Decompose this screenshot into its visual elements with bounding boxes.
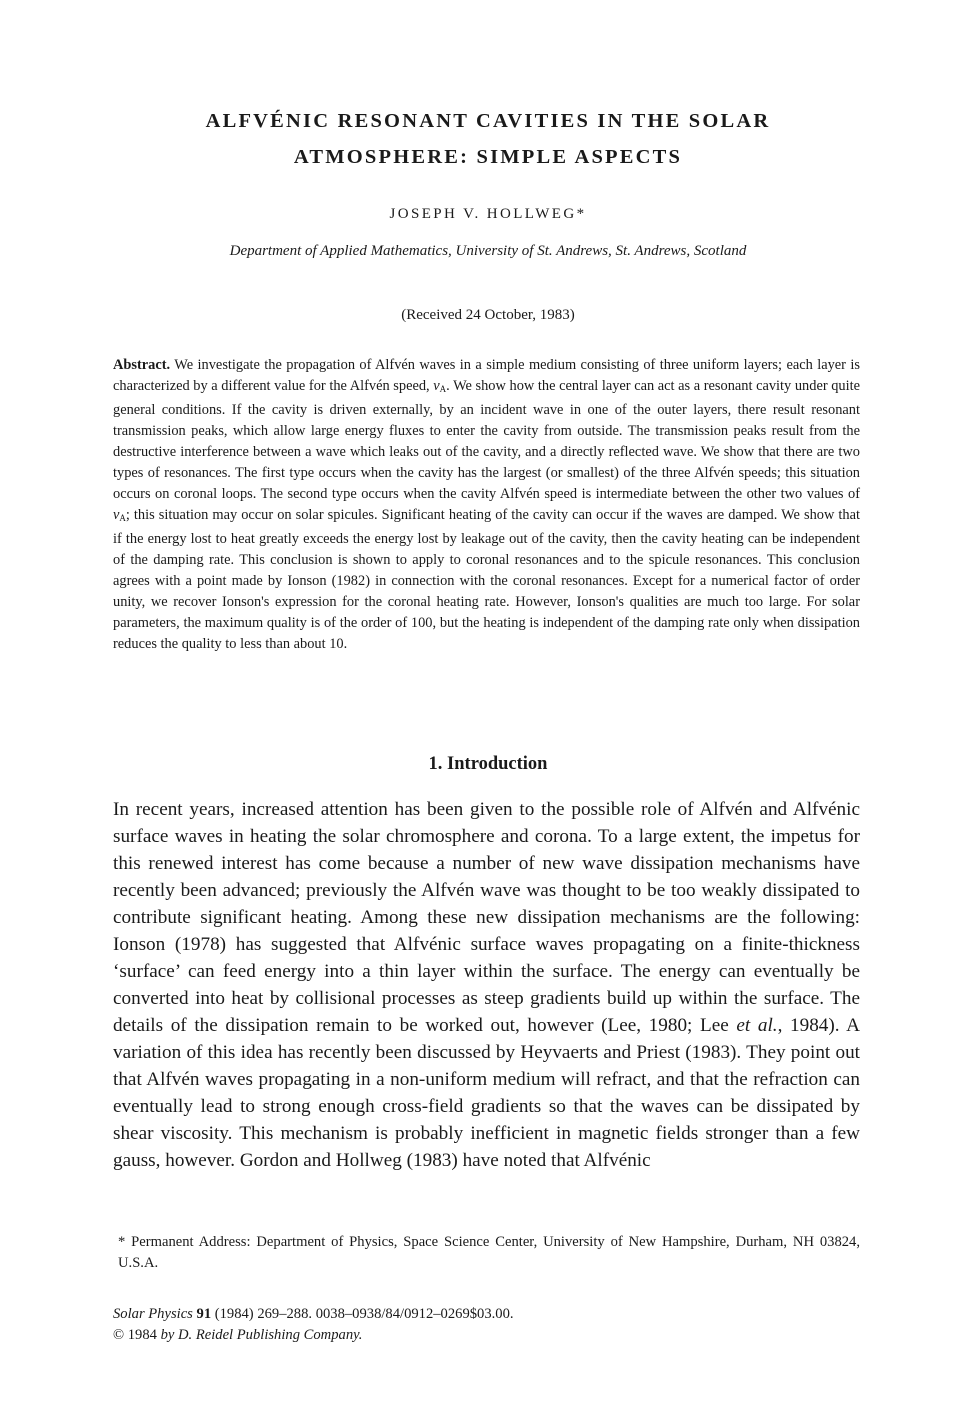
alfven-speed-subscript-2: A xyxy=(119,513,126,523)
intro-paragraph xyxy=(113,796,860,1174)
intro-text-2: , 1984). A variation of this idea has recently been discussed by Heyvaerts and Priest (1983). They point out that Alfvén waves propagating in a non-uniform medium will refract, and that the refraction can eventually lead to strong enough cross-field gradients so that the waves can be dissipated by shear viscosity. This mechanism is probably inefficient in magnetic fields stronger than a few gauss, however. Gordon and Hollweg (1983) have noted that Alfvénic xyxy=(113,1015,860,1171)
author-affiliation: Department of Applied Mathematics, University of St. Andrews, St. Andrews, Scotland xyxy=(229,243,747,259)
title-line-1: ALFVÉNIC RESONANT CAVITIES IN THE SOLAR xyxy=(205,110,771,132)
journal-citation xyxy=(113,1304,860,1346)
footnote: * Permanent Address: Department of Physics, Space Science Center, University of New Hampshire, Durham, NH 03824, U.S.A. xyxy=(118,1234,860,1271)
alfven-speed-symbol: v xyxy=(433,378,440,394)
copyright-symbol: © xyxy=(113,1327,125,1343)
copyright-year: 1984 xyxy=(124,1327,161,1343)
alfven-speed-symbol-2: v xyxy=(113,507,120,523)
abstract-text-1: We investigate the propagation of Alfvén waves in a simple medium consisting of three uniform layers; each layer is characterized by a different value for the Alfvén speed, xyxy=(113,357,860,394)
publisher: by D. Reidel Publishing Company. xyxy=(160,1327,363,1343)
journal-volume: 91 xyxy=(196,1306,212,1322)
citation-details: (1984) 269–288. 0038–0938/84/0912–0269$03.00. xyxy=(211,1306,514,1322)
author-name: JOSEPH V. HOLLWEG* xyxy=(389,206,587,222)
paper-title xyxy=(0,103,976,175)
abstract xyxy=(113,355,860,655)
intro-text-1: In recent years, increased attention has been given to the possible role of Alfvén and Alfvénic surface waves in heating the solar chromosphere and corona. To a large extent, the impetus for this renewed interest has come because a number of new wave dissipation mechanisms have recently been advanced; previously the Alfvén wave was thought to be too weakly dissipated to contribute significant heating. Among these new dissipation mechanisms are the following: Ionson (1978) has suggested that Alfvénic surface waves propagating on a finite-thickness ‘surface’ can feed energy into a thin layer within the surface. The energy can eventually be converted into heat by collisional processes as steep gradients build up within the surface. The details of the dissipation remain to be worked out, however (Lee, 1980; Lee xyxy=(113,799,860,1036)
intro-et-al: et al. xyxy=(736,1015,778,1036)
section-heading: 1. Introduction xyxy=(428,754,548,774)
abstract-text-2: . We show how the central layer can act as a resonant cavity under quite general conditions. If the cavity is driven externally, by an incident wave in one of the outer layers, there result resonant transmission peaks, which allow large energy fluxes to enter the cavity from outside. The transmission peaks result from the destructive interference between a wave which leaks out of the cavity, and a directly reflected wave. We show that there are two types of resonances. The first type occurs when the cavity has the largest (or smallest) of the three Alfvén speeds; this situation occurs on coronal loops. The second type occurs when the cavity Alfvén speed is intermediate between the other two values of xyxy=(113,378,860,502)
citation-line-1 xyxy=(113,1304,860,1325)
citation-line-2 xyxy=(113,1325,860,1346)
alfven-speed-subscript: A xyxy=(439,384,447,394)
title-line-2: ATMOSPHERE: SIMPLE ASPECTS xyxy=(293,146,683,168)
abstract-text-3: ; this situation may occur on solar spicules. Significant heating of the cavity can occur if the waves are damped. We show that if the energy lost to heat greatly exceeds the energy lost by leakage out of the cavity, then the cavity heating can be independent of the damping rate. This conclusion is shown to apply to coronal resonances and to the spicule resonances. This conclusion agrees with a point made by Ionson (1982) in connection with the coronal resonances. Except for a numerical factor of order unity, we recover Ionson's expression for the coronal heating rate. However, Ionson's qualities are much too large. For solar parameters, the maximum quality is of the order of 100, but the heating is independent of the damping rate only when dissipation reduces the quality to less than about 10. xyxy=(113,507,860,652)
journal-name: Solar Physics xyxy=(113,1306,193,1322)
received-date: (Received 24 October, 1983) xyxy=(401,307,575,323)
abstract-label: Abstract. xyxy=(113,357,171,373)
